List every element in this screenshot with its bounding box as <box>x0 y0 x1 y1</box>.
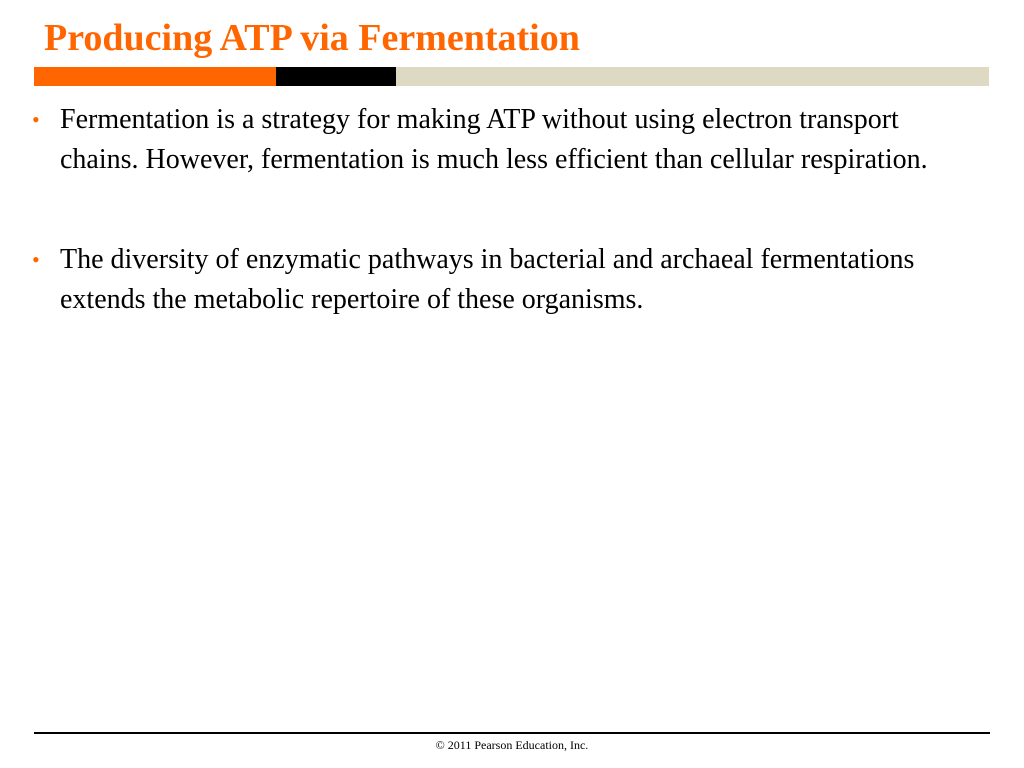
bullet-item <box>32 240 982 320</box>
bullet-text: The diversity of enzymatic pathways in bacterial and archaeal fermentations extends the metabolic repertoire of these organisms. <box>60 244 915 315</box>
footer-divider <box>34 732 990 734</box>
copyright-footer: © 2011 Pearson Education, Inc. <box>435 738 589 752</box>
bullet-item <box>32 100 982 180</box>
bullet-dot-icon: • <box>32 107 40 132</box>
title-stripe-black <box>276 67 396 86</box>
title-stripe-orange <box>34 67 276 86</box>
bullet-list <box>32 100 982 380</box>
bullet-dot-icon: • <box>32 247 40 272</box>
title-stripe-beige <box>396 67 989 86</box>
slide-title: Producing ATP via Fermentation <box>44 17 580 59</box>
bullet-text: Fermentation is a strategy for making ATP without using electron transport chains. However, fermentation is much less efficient than cellular respiration. <box>60 104 928 175</box>
